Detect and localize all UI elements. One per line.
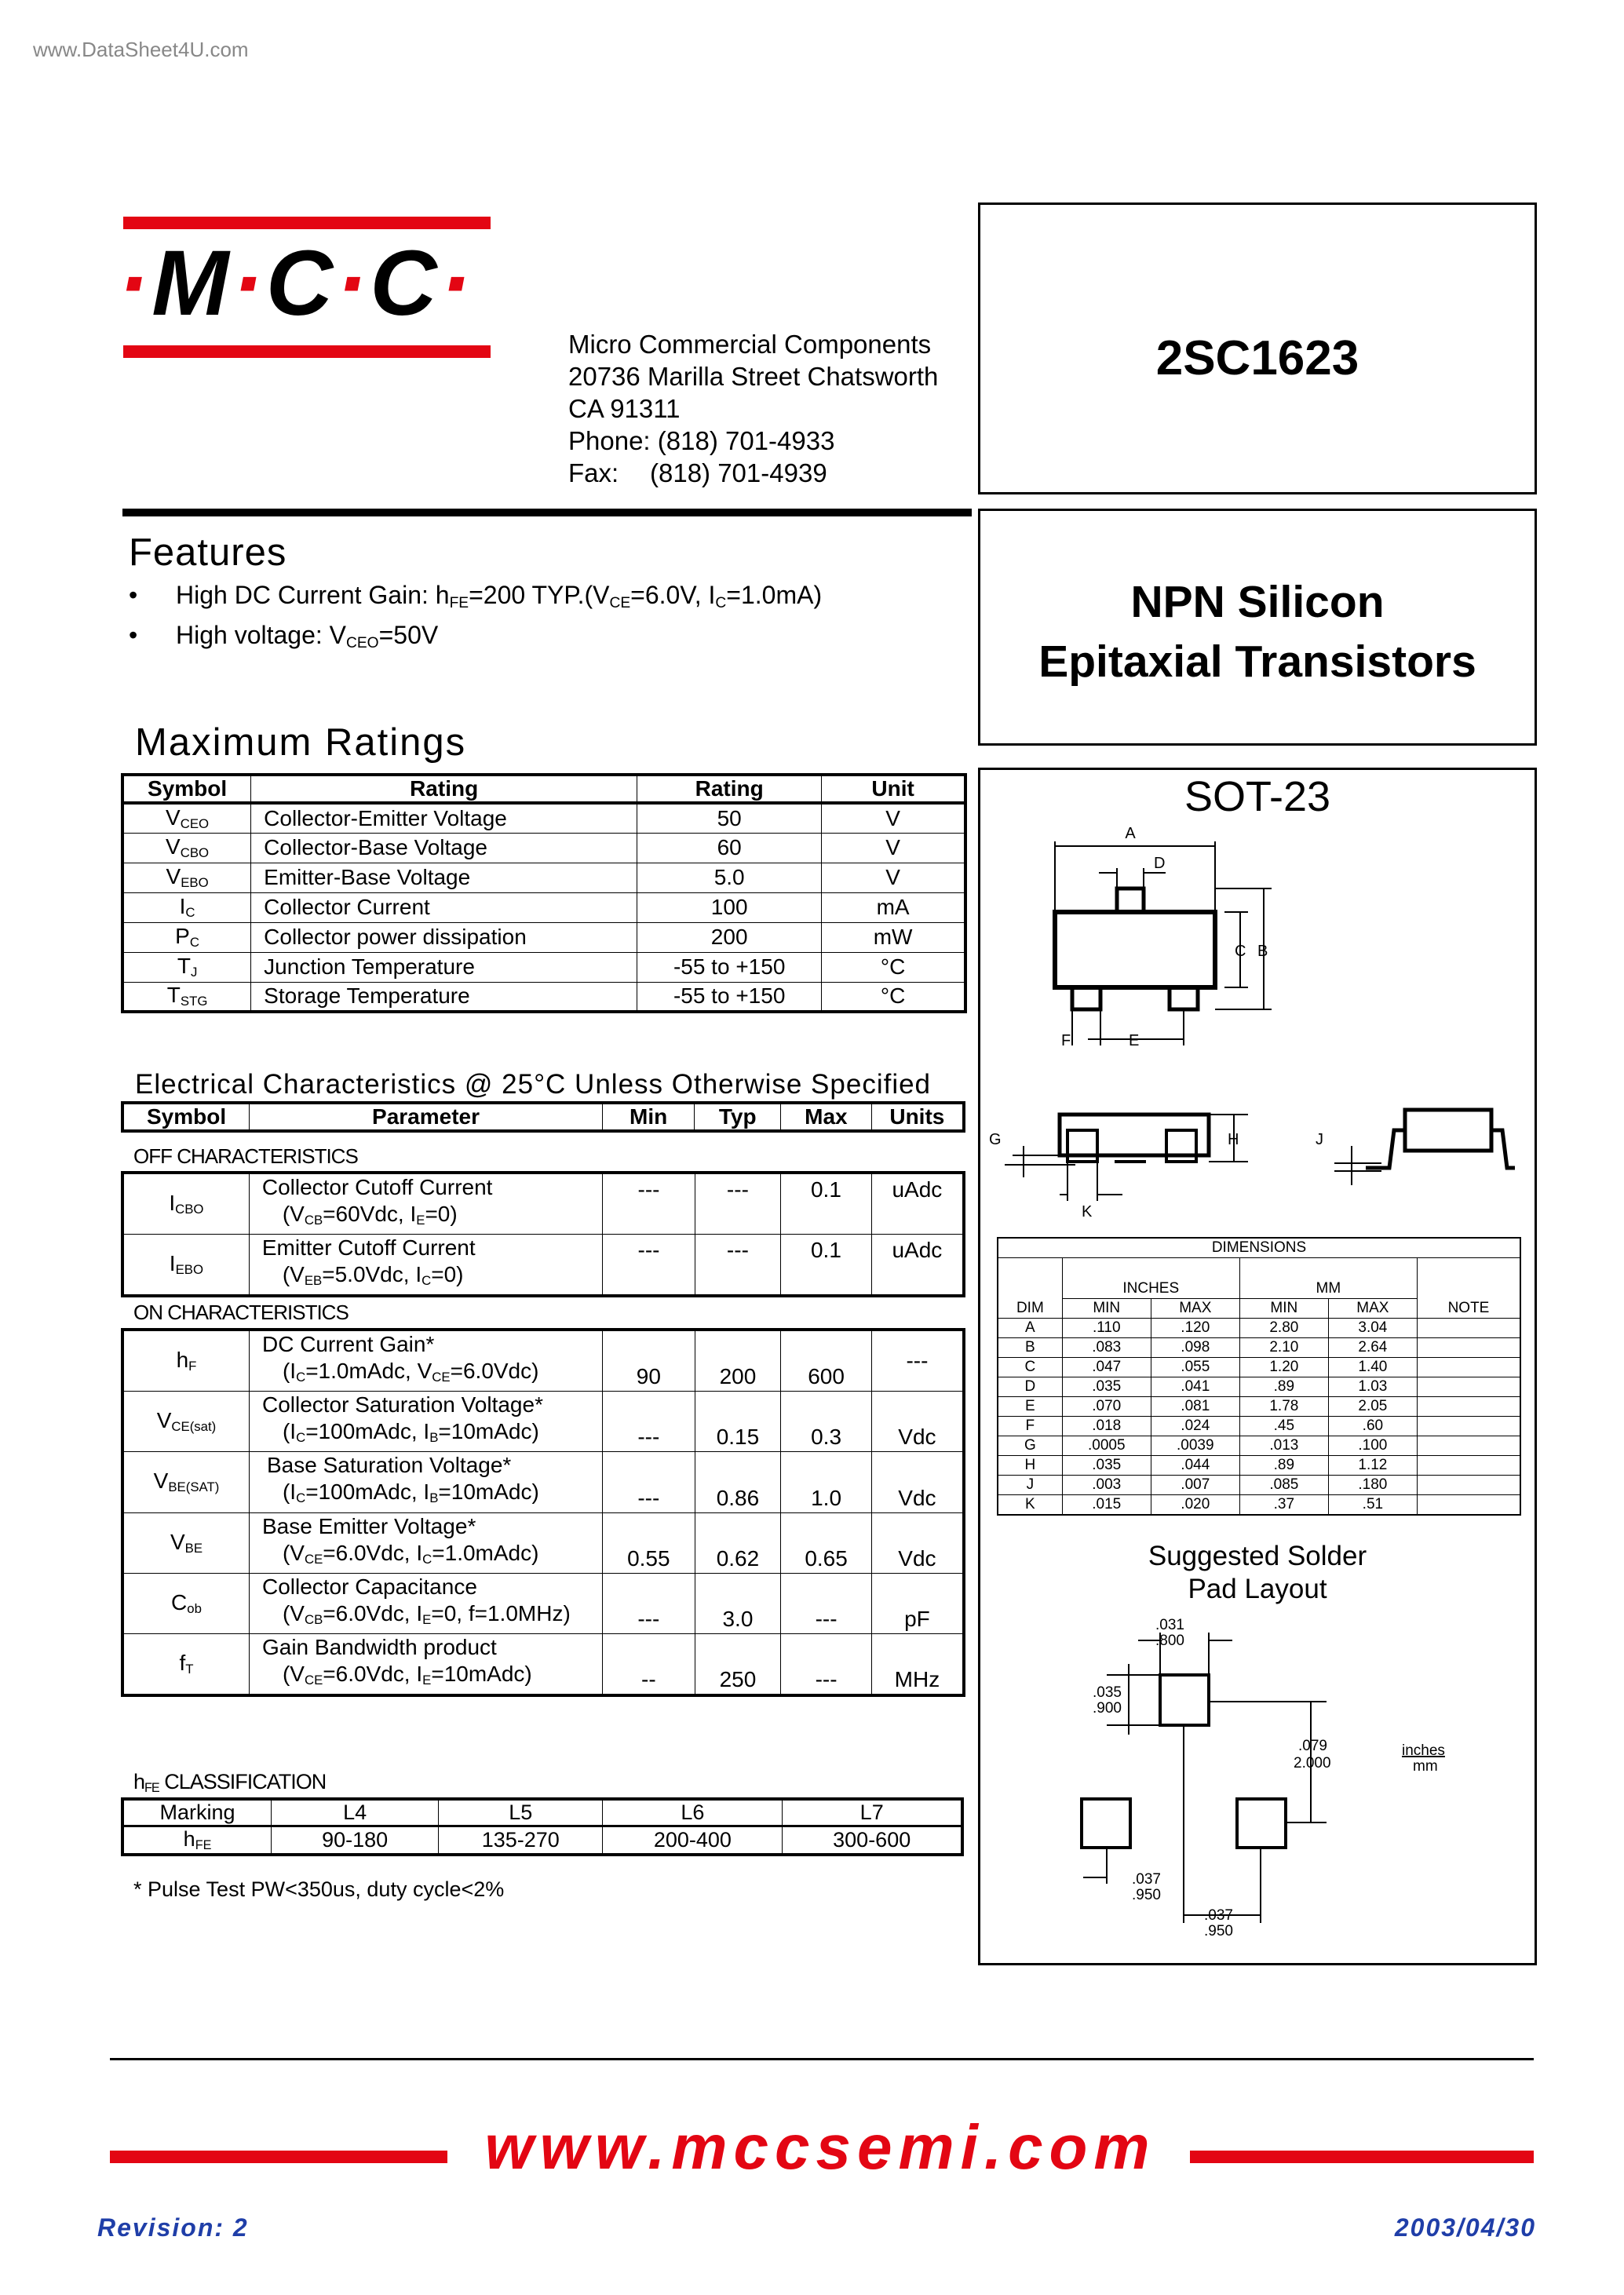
param-cell: DC Current Gain* ($I_C=1.0mAdc$, $V_{CE}=6.0Vdc$) xyxy=(249,1330,602,1392)
header-typ: Typ xyxy=(695,1103,781,1131)
header-symbol: Symbol xyxy=(122,775,251,803)
dims-cell: .003 xyxy=(1062,1476,1151,1495)
dims-cell: 1.40 xyxy=(1328,1358,1417,1377)
dims-row xyxy=(998,1338,1520,1358)
header-rating: Rating xyxy=(251,775,637,803)
dim-label-j: J xyxy=(1316,1131,1323,1148)
dims-cell: .007 xyxy=(1151,1476,1239,1495)
solder-pad-title: Suggested Solder Pad Layout xyxy=(1148,1541,1367,1604)
dims-cell: 1.78 xyxy=(1239,1397,1328,1417)
dims-cell: .035 xyxy=(1062,1456,1151,1476)
package-name: SOT-23 xyxy=(1184,773,1331,820)
dimensions-table xyxy=(997,1237,1521,1516)
feature-item: • High voltage: $V_{CEO}=50V$ xyxy=(129,620,439,651)
header-parameter: Parameter xyxy=(250,1103,603,1131)
typ-cell: --- xyxy=(695,1235,780,1297)
dims-row xyxy=(998,1417,1520,1436)
dim-label-g: G xyxy=(989,1131,1002,1148)
dims-cell: A xyxy=(998,1319,1062,1338)
min-cell: 0.55 xyxy=(603,1512,695,1573)
description-box xyxy=(978,509,1537,746)
param-cell: Collector-Base Voltage xyxy=(251,833,637,863)
header-rule xyxy=(122,509,972,516)
dims-row xyxy=(998,1358,1520,1377)
param-cell: Junction Temperature xyxy=(251,952,637,982)
unit-cell: --- xyxy=(871,1330,964,1392)
param-cell: Collector-Emitter Voltage xyxy=(251,803,637,833)
units-mm: mm xyxy=(1413,1758,1438,1775)
dims-cell: J xyxy=(998,1476,1062,1495)
unit-cell: Vdc xyxy=(871,1392,964,1452)
dims-cell: 2.05 xyxy=(1328,1397,1417,1417)
dims-cell: 3.04 xyxy=(1328,1319,1417,1338)
dims-row xyxy=(998,1377,1520,1397)
dims-cell xyxy=(1417,1319,1520,1338)
unit-cell: V xyxy=(822,833,965,863)
dims-cell xyxy=(1417,1456,1520,1476)
off-characteristics-table xyxy=(121,1171,965,1297)
dims-cell: .100 xyxy=(1328,1436,1417,1456)
features-title: Features xyxy=(129,531,287,574)
marking-cell: L5 xyxy=(439,1799,603,1826)
dims-cell: .120 xyxy=(1151,1319,1239,1338)
package-side-view xyxy=(989,1099,1523,1224)
off-characteristics-title: OFF CHARACTERISTICS xyxy=(133,1144,358,1168)
symbol-cell: $P_C$ xyxy=(122,922,251,952)
pad-width-inches: .031 xyxy=(1155,1617,1184,1633)
min-cell: -- xyxy=(603,1633,695,1695)
symbol-cell: $C_{ob}$ xyxy=(122,1573,249,1633)
table-row xyxy=(122,982,965,1012)
symbol-cell: $I_C$ xyxy=(122,892,251,922)
phone-number: (818) 701-4933 xyxy=(657,426,835,455)
dim-label-d: D xyxy=(1154,855,1166,872)
dims-cell: .047 xyxy=(1062,1358,1151,1377)
description-line2: Epitaxial Transistors xyxy=(1038,637,1476,687)
symbol-cell: $T_J$ xyxy=(122,952,251,982)
param-cell: Gain Bandwidth product ($V_{CE}=6.0Vdc$, $I_E=10mAdc$) xyxy=(249,1633,602,1695)
dims-cell: 1.03 xyxy=(1328,1377,1417,1397)
param-cell: Emitter-Base Voltage xyxy=(251,863,637,892)
dim-label-b: B xyxy=(1257,943,1268,960)
typ-cell: 0.62 xyxy=(695,1512,781,1573)
dims-cell: 2.64 xyxy=(1328,1338,1417,1358)
min-header: MIN xyxy=(1239,1299,1328,1319)
min-cell: --- xyxy=(603,1235,695,1297)
typ-cell: 250 xyxy=(695,1633,781,1695)
pad-pitch1-mm: .950 xyxy=(1132,1887,1161,1903)
dims-cell: .024 xyxy=(1151,1417,1239,1436)
pad-span-inches: .079 xyxy=(1298,1738,1327,1754)
header-unit: Unit xyxy=(822,775,965,803)
typ-cell: --- xyxy=(695,1173,780,1235)
dims-cell: 2.80 xyxy=(1239,1319,1328,1338)
unit-cell: Vdc xyxy=(871,1452,964,1512)
dims-cell: 1.20 xyxy=(1239,1358,1328,1377)
min-header: MIN xyxy=(1062,1299,1151,1319)
table-row xyxy=(122,1512,964,1573)
symbol-cell: $V_{BE}$ xyxy=(122,1512,249,1573)
footer-url[interactable]: www.mccsemi.com xyxy=(484,2112,1156,2182)
unit-cell: uAdc xyxy=(871,1235,964,1297)
company-address xyxy=(568,328,938,489)
note-header: NOTE xyxy=(1417,1299,1520,1319)
dims-cell: .055 xyxy=(1151,1358,1239,1377)
max-header: MAX xyxy=(1151,1299,1239,1319)
dims-cell xyxy=(1417,1338,1520,1358)
value-cell: 100 xyxy=(637,892,822,922)
unit-cell: V xyxy=(822,803,965,833)
symbol-cell: $f_T$ xyxy=(122,1633,249,1695)
inches-header: INCHES xyxy=(1062,1258,1239,1299)
hfe-cell: 300-600 xyxy=(783,1826,962,1855)
dims-cell: .020 xyxy=(1151,1495,1239,1516)
dims-cell: .0039 xyxy=(1151,1436,1239,1456)
footer-left-bar xyxy=(110,2151,447,2163)
dim-header: DIM xyxy=(998,1299,1062,1319)
table-row xyxy=(122,1826,962,1855)
dims-cell: B xyxy=(998,1338,1062,1358)
dims-cell: E xyxy=(998,1397,1062,1417)
table-row xyxy=(122,1799,962,1826)
dims-cell xyxy=(1417,1377,1520,1397)
table-row xyxy=(122,1452,964,1512)
header-rating-value: Rating xyxy=(637,775,822,803)
dims-row xyxy=(998,1456,1520,1476)
typ-cell: 3.0 xyxy=(695,1573,781,1633)
min-cell: --- xyxy=(603,1573,695,1633)
dims-cell: .89 xyxy=(1239,1456,1328,1476)
header-units: Units xyxy=(871,1103,964,1131)
symbol-cell: $I_{EBO}$ xyxy=(122,1235,249,1297)
param-cell: Collector Current xyxy=(251,892,637,922)
dim-label-k: K xyxy=(1082,1203,1093,1220)
table-row xyxy=(122,833,965,863)
marking-cell: L6 xyxy=(603,1799,783,1826)
dims-cell: .083 xyxy=(1062,1338,1151,1358)
on-characteristics-table xyxy=(121,1328,965,1697)
max-cell: 0.1 xyxy=(781,1235,872,1297)
company-name: Micro Commercial Components xyxy=(568,330,932,359)
table-row xyxy=(122,1573,964,1633)
footer-rule xyxy=(110,2058,1534,2060)
min-cell: --- xyxy=(603,1452,695,1512)
logo-bottom-bar xyxy=(123,345,491,358)
table-row xyxy=(122,952,965,982)
dims-cell: .180 xyxy=(1328,1476,1417,1495)
dims-cell: .45 xyxy=(1239,1417,1328,1436)
dims-cell: .081 xyxy=(1151,1397,1239,1417)
param-cell: Emitter Cutoff Current ($V_{EB}=5.0Vdc$, $I_C=0$) xyxy=(249,1235,602,1297)
dims-cell: C xyxy=(998,1358,1062,1377)
dims-cell: D xyxy=(998,1377,1062,1397)
header-symbol: Symbol xyxy=(122,1103,250,1131)
dims-row xyxy=(998,1436,1520,1456)
param-cell: Base Emitter Voltage* ($V_{CE}=6.0Vdc$, $I_C=1.0mAdc$) xyxy=(249,1512,602,1573)
hfe-classification-title: $h_{FE}$ CLASSIFICATION xyxy=(133,1770,327,1796)
param-cell: Collector Cutoff Current ($V_{CB}=60Vdc$, $I_E=0$) xyxy=(249,1173,602,1235)
marking-cell: L4 xyxy=(272,1799,439,1826)
pad-height-mm: .900 xyxy=(1093,1700,1122,1717)
min-cell: 90 xyxy=(603,1330,695,1392)
dims-cell: .013 xyxy=(1239,1436,1328,1456)
phone-label: Phone: xyxy=(568,426,651,455)
company-street: 20736 Marilla Street Chatsworth xyxy=(568,362,939,391)
dims-cell: .041 xyxy=(1151,1377,1239,1397)
header-max: Max xyxy=(781,1103,872,1131)
value-cell: -55 to +150 xyxy=(637,952,822,982)
max-cell: 600 xyxy=(781,1330,872,1392)
table-row xyxy=(122,803,965,833)
max-header: MAX xyxy=(1328,1299,1417,1319)
dim-label-h: H xyxy=(1228,1131,1239,1148)
table-row xyxy=(122,892,965,922)
table-row xyxy=(122,922,965,952)
dims-cell: 1.12 xyxy=(1328,1456,1417,1476)
param-cell: Collector Capacitance ($V_{CB}=6.0Vdc$, $I_E=0$, f=1.0MHz) xyxy=(249,1573,602,1633)
hfe-label: $h_{FE}$ xyxy=(122,1826,272,1855)
unit-cell: Vdc xyxy=(871,1512,964,1573)
unit-cell: °C xyxy=(822,982,965,1012)
dims-cell: .110 xyxy=(1062,1319,1151,1338)
pad-height-inches: .035 xyxy=(1093,1684,1122,1701)
value-cell: 200 xyxy=(637,922,822,952)
min-cell: --- xyxy=(603,1392,695,1452)
dims-body xyxy=(998,1319,1520,1516)
pad-pitch2-mm: .950 xyxy=(1204,1923,1233,1939)
dims-cell: .51 xyxy=(1328,1495,1417,1516)
dims-title: DIMENSIONS xyxy=(998,1238,1520,1258)
param-cell: Collector Saturation Voltage* ($I_C=100mAdc$, $I_B=10mAdc$) xyxy=(249,1392,602,1452)
dims-row xyxy=(998,1495,1520,1516)
dims-cell: .37 xyxy=(1239,1495,1328,1516)
features-list xyxy=(129,579,822,659)
max-ratings-title: Maximum Ratings xyxy=(135,721,467,764)
table-row xyxy=(122,863,965,892)
max-cell: 0.1 xyxy=(781,1173,872,1235)
unit-cell: uAdc xyxy=(871,1173,964,1235)
value-cell: 60 xyxy=(637,833,822,863)
dims-cell: .098 xyxy=(1151,1338,1239,1358)
header-min: Min xyxy=(602,1103,695,1131)
marking-label: Marking xyxy=(122,1799,272,1826)
max-cell: --- xyxy=(781,1573,872,1633)
dims-cell: H xyxy=(998,1456,1062,1476)
dims-cell: .015 xyxy=(1062,1495,1151,1516)
symbol-cell: $I_{CBO}$ xyxy=(122,1173,249,1235)
max-cell: 1.0 xyxy=(781,1452,872,1512)
max-cell: 0.3 xyxy=(781,1392,872,1452)
param-cell: Storage Temperature xyxy=(251,982,637,1012)
value-cell: 5.0 xyxy=(637,863,822,892)
hfe-cell: 200-400 xyxy=(603,1826,783,1855)
dims-cell xyxy=(1417,1417,1520,1436)
param-cell: Base Saturation Voltage* ($I_C=100mAdc$, $I_B=10mAdc$) xyxy=(249,1452,602,1512)
symbol-cell: $h_F$ xyxy=(122,1330,249,1392)
part-number-box xyxy=(978,202,1537,494)
fax-number: (818) 701-4939 xyxy=(650,458,827,487)
logo: ·M·C·C· xyxy=(118,232,474,335)
symbol-cell: $V_{CEO}$ xyxy=(122,803,251,833)
dims-cell xyxy=(1417,1436,1520,1456)
symbol-cell: $V_{CBO}$ xyxy=(122,833,251,863)
dim-label-e: E xyxy=(1129,1032,1140,1049)
unit-cell: MHz xyxy=(871,1633,964,1695)
mm-header: MM xyxy=(1239,1258,1417,1299)
fax-label: Fax: xyxy=(568,458,619,487)
max-cell: --- xyxy=(781,1633,872,1695)
pad-pitch2-inches: .037 xyxy=(1204,1907,1233,1924)
dims-cell xyxy=(1417,1495,1520,1516)
unit-cell: pF xyxy=(871,1573,964,1633)
footer-right-bar xyxy=(1190,2151,1534,2163)
on-characteristics-title: ON CHARACTERISTICS xyxy=(133,1301,349,1324)
symbol-cell: $V_{EBO}$ xyxy=(122,863,251,892)
dims-row xyxy=(998,1476,1520,1495)
dim-label-a: A xyxy=(1125,826,1136,842)
table-row xyxy=(122,1330,964,1392)
solder-pad-layout xyxy=(1075,1617,1483,1954)
unit-cell: °C xyxy=(822,952,965,982)
value-cell: 50 xyxy=(637,803,822,833)
part-number: 2SC1623 xyxy=(1155,331,1359,385)
dims-cell: F xyxy=(998,1417,1062,1436)
symbol-cell: $V_{CE(sat)}$ xyxy=(122,1392,249,1452)
dims-cell: G xyxy=(998,1436,1062,1456)
table-row xyxy=(122,1235,964,1297)
logo-top-bar xyxy=(123,217,491,229)
dims-cell: .044 xyxy=(1151,1456,1239,1476)
table-row xyxy=(122,1392,964,1452)
elec-title: Electrical Characteristics @ 25°C Unless Otherwise Specified xyxy=(135,1069,932,1100)
dims-row xyxy=(998,1319,1520,1338)
dims-cell: .035 xyxy=(1062,1377,1151,1397)
dims-cell: .89 xyxy=(1239,1377,1328,1397)
hfe-cell: 90-180 xyxy=(272,1826,439,1855)
description-line1: NPN Silicon xyxy=(1130,577,1385,627)
dims-cell xyxy=(1417,1397,1520,1417)
unit-cell: mW xyxy=(822,922,965,952)
revision: Revision: 2 xyxy=(97,2213,249,2242)
table-row xyxy=(122,1173,964,1235)
feature-item: • High DC Current Gain: $h_{FE}=200$ $TYP.(V_{CE}=6.0V$, $I_C=1.0mA$) xyxy=(129,581,823,611)
unit-cell: mA xyxy=(822,892,965,922)
dims-cell: .085 xyxy=(1239,1476,1328,1495)
param-cell: Collector power dissipation xyxy=(251,922,637,952)
units-inches: inches xyxy=(1402,1742,1445,1759)
dims-cell xyxy=(1417,1358,1520,1377)
dims-cell: .0005 xyxy=(1062,1436,1151,1456)
min-cell: --- xyxy=(603,1173,695,1235)
dim-label-f: F xyxy=(1061,1032,1071,1049)
value-cell: -55 to +150 xyxy=(637,982,822,1012)
pad-width-mm: .800 xyxy=(1155,1633,1184,1649)
max-cell: 0.65 xyxy=(781,1512,872,1573)
dims-row xyxy=(998,1397,1520,1417)
pad-pitch1-inches: .037 xyxy=(1132,1871,1161,1888)
symbol-cell: $V_{BE(SAT)}$ xyxy=(122,1452,249,1512)
dims-cell: .60 xyxy=(1328,1417,1417,1436)
dims-cell: .070 xyxy=(1062,1397,1151,1417)
watermark: www.DataSheet4U.com xyxy=(33,38,249,61)
typ-cell: 0.86 xyxy=(695,1452,781,1512)
typ-cell: 200 xyxy=(695,1330,781,1392)
dims-cell: 2.10 xyxy=(1239,1338,1328,1358)
dims-cell: .018 xyxy=(1062,1417,1151,1436)
dims-cell xyxy=(1417,1476,1520,1495)
hfe-classification-table xyxy=(121,1797,964,1856)
max-ratings-table xyxy=(121,773,967,1013)
typ-cell: 0.15 xyxy=(695,1392,781,1452)
symbol-cell: $T_{STG}$ xyxy=(122,982,251,1012)
marking-cell: L7 xyxy=(783,1799,962,1826)
pad-span-mm: 2.000 xyxy=(1294,1755,1331,1771)
company-city: CA 91311 xyxy=(568,394,681,423)
pulse-test-note: * Pulse Test PW<350us, duty cycle<2% xyxy=(133,1877,505,1901)
elec-header-table xyxy=(121,1101,965,1133)
dims-cell: K xyxy=(998,1495,1062,1516)
unit-cell: V xyxy=(822,863,965,892)
dim-label-c: C xyxy=(1235,943,1246,960)
package-top-view xyxy=(1013,826,1295,1053)
table-row xyxy=(122,1633,964,1695)
revision-date: 2003/04/30 xyxy=(1394,2213,1536,2242)
hfe-cell: 135-270 xyxy=(439,1826,603,1855)
